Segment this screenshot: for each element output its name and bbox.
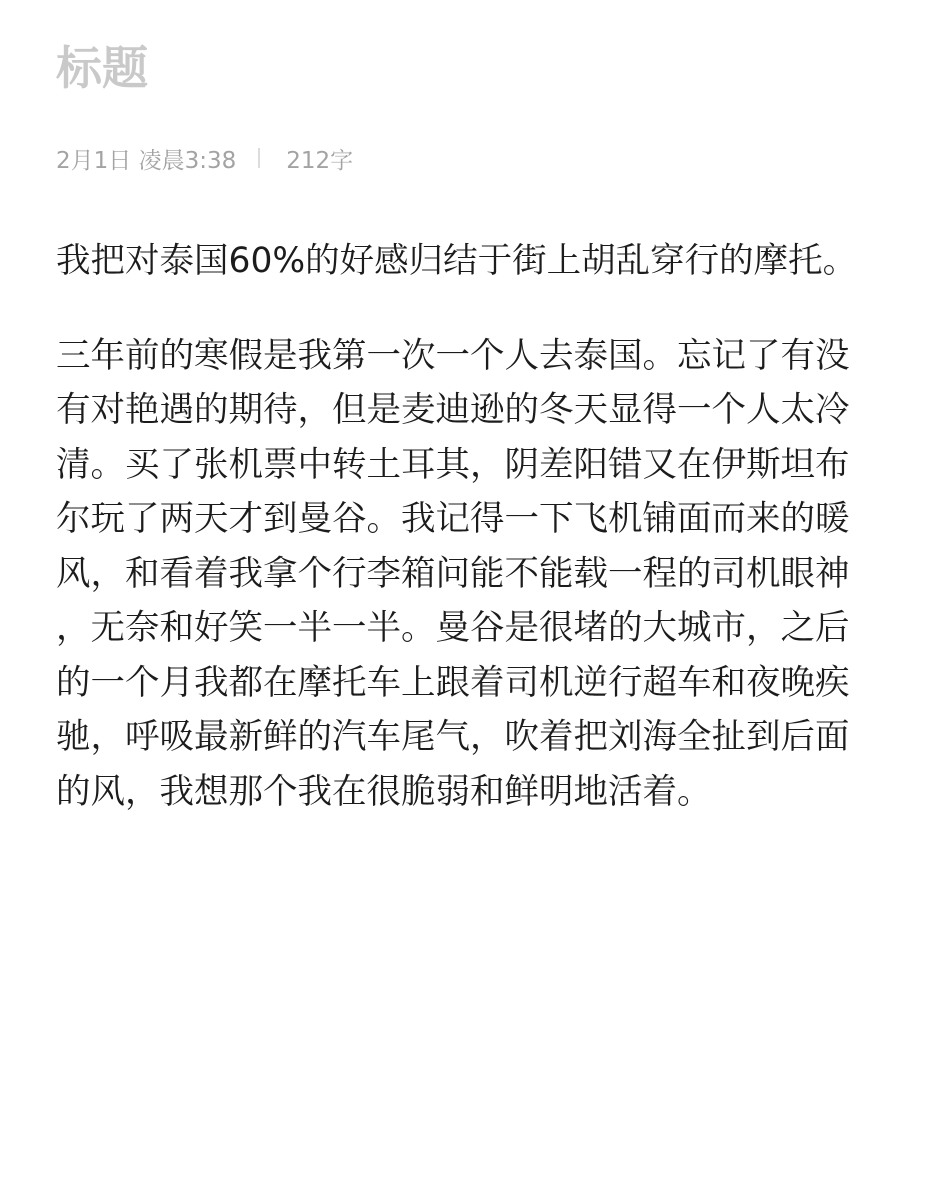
note-paragraph: 我把对泰国60%的好感归结于街上胡乱穿行的摩托。: [56, 241, 858, 281]
note-title-field[interactable]: 标题: [56, 41, 148, 95]
note-meta: [56, 140, 353, 176]
note-word-count: 212字: [286, 147, 354, 174]
note-datetime: 2月1日 凌晨3:38: [56, 147, 237, 174]
meta-divider: [258, 148, 260, 168]
note-body[interactable]: [56, 234, 868, 859]
note-paragraph: 三年前的寒假是我第一次一个人去泰国。忘记了有没有对艳遇的期待，但是麦迪逊的冬天显得一个人太冷清。买了张机票中转土耳其，阴差阳错又在伊斯坦布尔玩了两天才到曼谷。我记得一下飞机铺面而来的暖风，和看着我拿个行李箱问能不能载一程的司机眼神，无奈和好笑一半一半。曼谷是很堵的大城市，之后的一个月我都在摩托车上跟着司机逆行超车和夜晚疾驰，呼吸最新鲜的汽车尾气，吹着把刘海全扯到后面的风，我想那个我在很脆弱和鲜明地活着。: [56, 335, 850, 812]
